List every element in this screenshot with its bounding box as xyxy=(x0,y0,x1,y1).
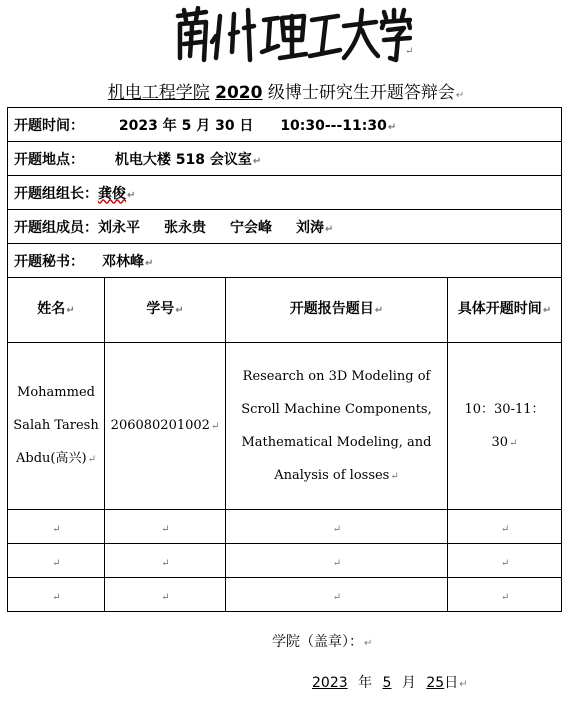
seal-label: 学院（盖章）： xyxy=(272,634,363,650)
secretary-label: 开题秘书： xyxy=(14,253,84,270)
time-row: 开题时间： 2023 年 5 月 30 日 10:30---11:30↵ xyxy=(8,108,562,142)
table-row: ↵ ↵ ↵ ↵ xyxy=(8,510,562,544)
secretary-row: 开题秘书： 邓林峰↵ xyxy=(8,244,562,278)
student-name: Mohammed Salah Taresh Abdu(高兴) xyxy=(13,385,99,466)
leader-label: 开题组组长： xyxy=(14,185,98,202)
date-month-unit: 月 xyxy=(401,675,416,691)
time-label: 开题时间： xyxy=(14,117,84,134)
page-title: 机电工程学院 2020 级博士研究生开题答辩会↵ xyxy=(107,83,465,103)
members-row: 开题组成员：刘永平 张永贵 宁会峰 刘涛↵ xyxy=(8,210,562,244)
secretary-value: 邓林峰 xyxy=(102,253,144,270)
date-year-unit: 年 xyxy=(358,675,373,691)
member-name: 刘涛 xyxy=(296,219,324,236)
member-name: 张永贵 xyxy=(164,219,206,236)
title-college: 机电工程学院 xyxy=(107,83,210,103)
place-row: 开题地点： 机电大楼 518 会议室↵ xyxy=(8,142,562,176)
members-label: 开题组成员： xyxy=(14,219,98,236)
title-suffix: 级博士研究生开题答辩会 xyxy=(267,83,455,103)
college-seal-line: 学院（盖章）：↵ xyxy=(272,634,373,650)
report-topic: Research on 3D Modeling of Scroll Machine Components, Mathematical Modeling, and Analysis of losses xyxy=(241,368,432,483)
student-id: 206080201002 xyxy=(110,418,210,433)
place-value: 机电大楼 518 会议室 xyxy=(114,151,252,168)
date-year: 2023 xyxy=(312,675,348,691)
member-name: 刘永平 xyxy=(98,219,140,236)
table-row: ↵ ↵ ↵ ↵ xyxy=(8,578,562,612)
header-student-id: 学号 xyxy=(146,301,175,317)
date-month: 5 xyxy=(382,675,392,691)
time-range: 10:30---11:30 xyxy=(280,117,387,134)
place-label: 开题地点： xyxy=(14,151,84,168)
thesis-defense-table xyxy=(7,107,562,612)
return-mark: ↵ xyxy=(405,46,414,57)
table-row: Mohammed Salah Taresh Abdu(高兴)↵ 206080201002↵ Research on 3D Modeling of Scroll Machine Components, Mathematical Modeling, and Analysis of losses↵ 10：30-11：30↵ xyxy=(8,343,562,510)
defense-time: 10：30-11：30 xyxy=(464,401,545,450)
leader-value: 龚俊 xyxy=(98,185,126,202)
table-header-row: 姓名↵ 学号↵ 开题报告题目↵ 具体开题时间↵ xyxy=(8,278,562,343)
table-row: ↵ ↵ ↵ ↵ xyxy=(8,544,562,578)
header-topic: 开题报告题目 xyxy=(289,301,374,317)
date-day: 25 xyxy=(426,675,445,691)
leader-row: 开题组组长：龚俊↵ xyxy=(8,176,562,210)
time-date: 2023 年 5 月 30 日 xyxy=(118,117,254,134)
header-time: 具体开题时间 xyxy=(457,301,542,317)
header-name: 姓名 xyxy=(37,301,66,317)
date-day-unit: 日 xyxy=(444,675,459,691)
university-calligraphy-logo xyxy=(172,6,412,64)
signature-date: 2023 年 5 月 25日↵ xyxy=(312,675,468,691)
member-name: 宁会峰 xyxy=(230,219,272,236)
title-year: 2020 xyxy=(215,83,263,103)
